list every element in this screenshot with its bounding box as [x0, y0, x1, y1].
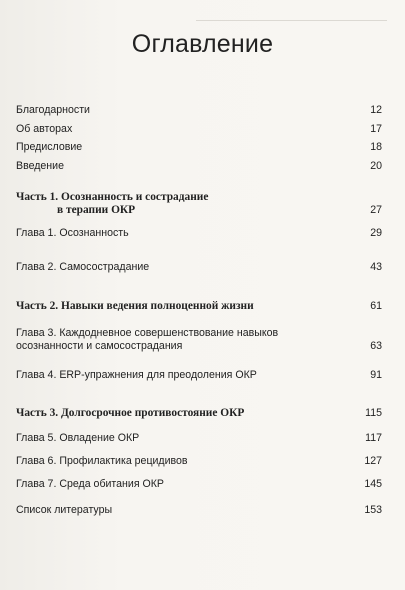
toc-entry: [16, 432, 382, 445]
toc-entry: [16, 327, 382, 353]
toc-entry-label-line1: Глава 3. Каждодневное совершенствование навыков: [16, 326, 279, 339]
toc-entry: [16, 455, 382, 468]
toc-entry: [16, 160, 382, 173]
toc-part-heading: [16, 407, 382, 420]
page-title: Оглавление: [131, 30, 274, 58]
toc-entry-label-line2: осознанности и самосострадания: [16, 339, 183, 352]
toc-part-heading: [16, 191, 382, 217]
toc-entry-page: 91: [370, 368, 382, 381]
toc-entry-page: 63: [370, 339, 382, 352]
toc-entry-label: Глава 2. Самосострадание: [16, 260, 150, 273]
toc-entry-page: 29: [370, 226, 382, 239]
toc-entry: [16, 504, 382, 517]
toc-part-heading: [16, 300, 382, 313]
toc-entry: [16, 227, 382, 240]
toc-entry-label: Список литературы: [16, 503, 113, 516]
toc-entry-page: 12: [370, 104, 382, 116]
table-of-contents: [16, 104, 382, 517]
toc-entry-label: Введение: [16, 159, 64, 172]
toc-entry-label: Глава 6. Профилактика рецидивов: [16, 454, 188, 467]
toc-entry-page: 145: [364, 477, 382, 490]
toc-part-label-line1: Часть 1. Осознанность и сострадание: [16, 190, 209, 203]
toc-part-label-line2: в терапии ОКР: [57, 203, 136, 216]
toc-entry-label: Глава 5. Овладение ОКР: [16, 431, 140, 444]
toc-entry-label: Глава 1. Осознанность: [16, 226, 129, 239]
toc-entry-label: Глава 7. Среда обитания ОКР: [16, 477, 164, 490]
toc-entry-label: Благодарности: [16, 104, 90, 116]
toc-entry-page: 20: [370, 159, 382, 172]
toc-entry: [16, 261, 382, 274]
toc-entry-page: 61: [370, 299, 382, 312]
toc-entry-page: 153: [364, 503, 382, 516]
toc-entry-page: 27: [370, 203, 382, 216]
toc-entry-label: Об авторах: [16, 122, 73, 135]
toc-entry: [16, 369, 382, 382]
toc-entry-page: 127: [364, 454, 382, 467]
toc-entry-label: Глава 4. ERP-упражнения для преодоления ОКР: [16, 368, 257, 381]
toc-entry-page: 43: [370, 260, 382, 273]
toc-entry-page: 115: [365, 406, 382, 419]
toc-entry-page: 17: [370, 122, 382, 135]
toc-entry-page: 18: [370, 141, 382, 154]
toc-entry-page: 117: [365, 431, 382, 444]
toc-part-label: Часть 2. Навыки ведения полноценной жизни: [16, 299, 254, 312]
toc-part-label: Часть 3. Долгосрочное противостояние ОКР: [16, 406, 245, 419]
bleed-through-rule: [196, 20, 387, 21]
toc-entry: [16, 123, 382, 136]
toc-entry: [16, 478, 382, 491]
toc-entry: [16, 141, 382, 154]
toc-entry: [16, 104, 382, 117]
toc-entry-label: Предисловие: [16, 141, 83, 154]
